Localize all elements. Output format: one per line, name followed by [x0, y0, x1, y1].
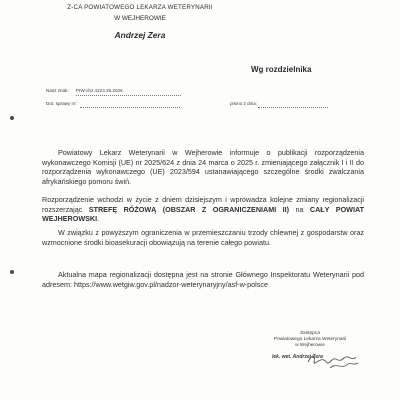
ref-underline — [76, 95, 181, 96]
body-paragraph-4: Aktualna mapa regionalizacji dostępna jest na stronie Głównego Inspektoratu Weterynarii pod adresem: https://www.wetgiw.gov.pl/nadzor-weterynaryjny/asf-w-polsce — [42, 270, 364, 289]
your-letter-label: Dot. sprawy nr: — [46, 101, 77, 106]
dated-underline — [258, 107, 328, 108]
official-name: Andrzej Zera — [114, 30, 166, 40]
punch-hole-mark — [10, 116, 14, 120]
body-paragraph-1: Powiatowy Lekarz Weterynarii w Wejherowie informuje o publikacji rozporządzenia wykonawczego Komisji (UE) nr 2025/624 z dnia 24 marca o 2025 r. zmieniającego załącznik I i II do rozporządzenia wykonawczego (UE) 2023/594 ustanawiającego szczególne środki zwalczania afrykańskiego pomoru świń. — [42, 148, 364, 186]
our-ref-value: PIW-chz.4223.35.2025 — [76, 88, 123, 93]
handwritten-signature — [300, 348, 360, 372]
zone-name: STREFĘ RÓŻOWĄ (OBSZAR Z OGRANICZENIAMI II) — [88, 204, 290, 214]
p2-mid-text: na — [289, 204, 310, 214]
p2-lead-text: Rozporządzenie wchodzi w życie z dniem dzisiejszym i wprowadza kolejne zmiany regionalizacji rozszerzając — [42, 195, 364, 214]
body-paragraph-2 — [42, 195, 364, 224]
signature-role-line-1: Zastępca — [300, 331, 320, 336]
p2-end-text: . — [97, 214, 100, 224]
body-paragraph-3: W związku z powyższym ograniczenia w przemieszczaniu trzody chlewnej z gospodarstw oraz wzmocnione środki bioasekuracji obowiązują na terenie całego powiatu. — [42, 228, 364, 247]
dated-label: pismo z dnia: — [230, 101, 258, 106]
your-letter-underline — [80, 107, 180, 108]
signature-role-line-3: w Wejherowie — [295, 343, 325, 348]
punch-hole-mark — [10, 270, 14, 274]
office-city: W WEJHEROWIE — [114, 15, 166, 22]
signatory-name: lek. wet. Andrzej Zera — [272, 354, 323, 360]
area-name: CAŁY POWIAT WEJHEROWSKI — [42, 204, 364, 224]
our-ref-label: Nasz znak: — [46, 88, 69, 93]
signature-role-line-2: Powiatowego Lekarza Weterynarii — [273, 337, 347, 342]
addressee: Wg rozdzielnika — [251, 65, 312, 74]
office-header: Z-CA POWIATOWEGO LEKARZA WETERYNARII — [67, 4, 213, 11]
